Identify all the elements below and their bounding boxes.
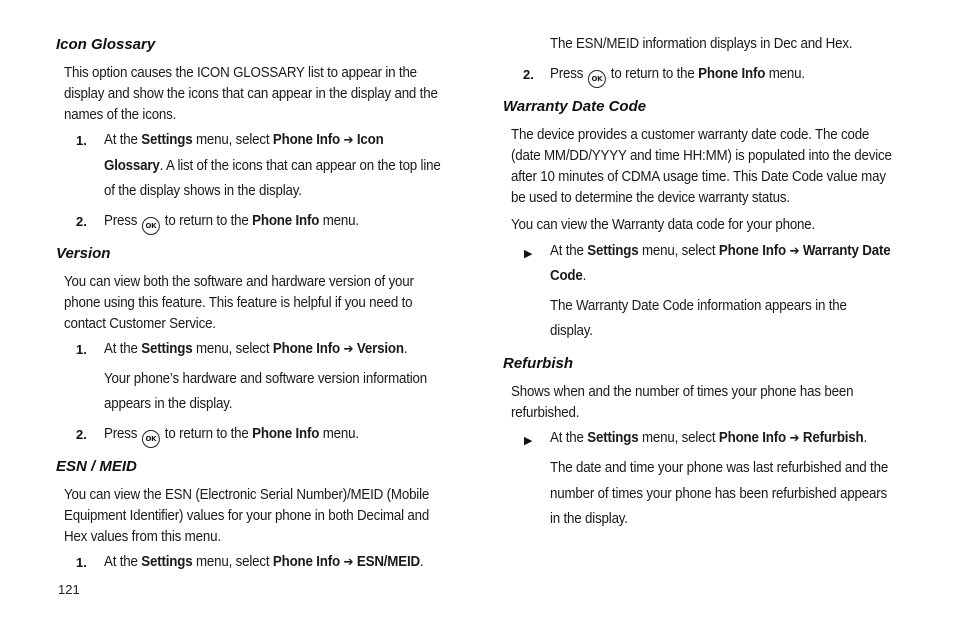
arrow-right-icon: ➔ xyxy=(343,342,354,357)
esn-desc-line-2: Equipment Identifier) values for your phone in both Decimal and xyxy=(64,508,430,524)
warranty-note-line-1: The Warranty Date Code information appears in the xyxy=(550,298,847,314)
section-heading-refurbish: Refurbish xyxy=(503,355,574,372)
version-desc-line-3: contact Customer Service. xyxy=(64,316,216,332)
version-desc-line-1: You can view both the software and hardware version of your xyxy=(64,274,414,290)
page-number: 121 xyxy=(58,582,80,597)
refurbish-note-line-2: number of times your phone has been refurbished appears xyxy=(550,486,887,502)
icon-glossary-desc-line-1: This option causes the ICON GLOSSARY list to appear in the xyxy=(64,65,417,81)
warranty-desc-line-3: after 10 minutes of CDMA usage time. This Date Code value may xyxy=(511,169,886,185)
icon-glossary-step2: Press OK to return to the Phone Info menu. xyxy=(104,211,359,235)
version-desc-line-2: phone using this feature. This feature is helpful if you need to xyxy=(64,295,413,311)
icon-glossary-step1-line-2: Glossary. A list of the icons that can appear on the top line xyxy=(104,158,441,174)
step-number: 1. xyxy=(76,555,87,570)
version-step2: Press OK to return to the Phone Info menu. xyxy=(104,424,359,448)
step-number: 2. xyxy=(523,67,534,82)
step-number: 2. xyxy=(76,427,87,442)
warranty-note-line-2: display. xyxy=(550,323,593,339)
refurbish-note-line-3: in the display. xyxy=(550,511,628,527)
ok-key-icon: OK xyxy=(588,70,606,88)
esn-step1: At the Settings menu, select Phone Info ➔ ESN/MEID. xyxy=(104,554,424,570)
esn-note: The ESN/MEID information displays in Dec and Hex. xyxy=(550,36,853,52)
ok-key-icon: OK xyxy=(142,217,160,235)
icon-glossary-step1-line-3: of the display shows in the display. xyxy=(104,183,302,199)
icon-glossary-desc-line-2: display and show the icons that can appear in the display and the xyxy=(64,86,438,102)
bullet-triangle-icon: ▶ xyxy=(524,247,533,260)
esn-desc-line-1: You can view the ESN (Electronic Serial Number)/MEID (Mobile xyxy=(64,487,430,503)
ok-key-icon: OK xyxy=(142,430,160,448)
version-note-line-1: Your phone’s hardware and software version information xyxy=(104,371,428,387)
icon-glossary-desc-line-3: names of the icons. xyxy=(64,107,177,123)
esn-step2: Press OK to return to the Phone Info menu. xyxy=(550,64,805,88)
refurbish-desc-line-1: Shows when and the number of times your phone has been xyxy=(511,384,854,400)
arrow-right-icon: ➔ xyxy=(789,431,800,446)
bullet-triangle-icon: ▶ xyxy=(524,434,533,447)
warranty-step-line-1: At the Settings menu, select Phone Info ➔ Warranty Date xyxy=(550,243,891,259)
arrow-right-icon: ➔ xyxy=(789,244,800,259)
arrow-right-icon: ➔ xyxy=(343,133,354,148)
version-note-line-2: appears in the display. xyxy=(104,396,233,412)
warranty-desc-line-1: The device provides a customer warranty date code. The code xyxy=(511,127,870,143)
arrow-right-icon: ➔ xyxy=(343,555,354,570)
warranty-view-line: You can view the Warranty data code for your phone. xyxy=(511,217,816,233)
section-heading-esn-meid: ESN / MEID xyxy=(56,458,137,475)
section-heading-warranty-date-code: Warranty Date Code xyxy=(503,98,647,115)
version-step1: At the Settings menu, select Phone Info ➔ Version. xyxy=(104,341,408,357)
warranty-step-line-2: Code. xyxy=(550,268,587,284)
section-heading-icon-glossary: Icon Glossary xyxy=(56,36,156,53)
refurbish-note-line-1: The date and time your phone was last refurbished and the xyxy=(550,460,889,476)
warranty-desc-line-4: be used to determine the device warranty status. xyxy=(511,190,790,206)
refurbish-step: At the Settings menu, select Phone Info ➔ Refurbish. xyxy=(550,430,868,446)
step-number: 1. xyxy=(76,133,87,148)
icon-glossary-step1-line-1: At the Settings menu, select Phone Info ➔ Icon xyxy=(104,132,384,148)
step-number: 1. xyxy=(76,342,87,357)
refurbish-desc-line-2: refurbished. xyxy=(511,405,580,421)
esn-desc-line-3: Hex values from this menu. xyxy=(64,529,221,545)
warranty-desc-line-2: (date MM/DD/YYYY and time HH:MM) is populated into the device xyxy=(511,148,892,164)
step-number: 2. xyxy=(76,214,87,229)
section-heading-version: Version xyxy=(56,245,111,262)
